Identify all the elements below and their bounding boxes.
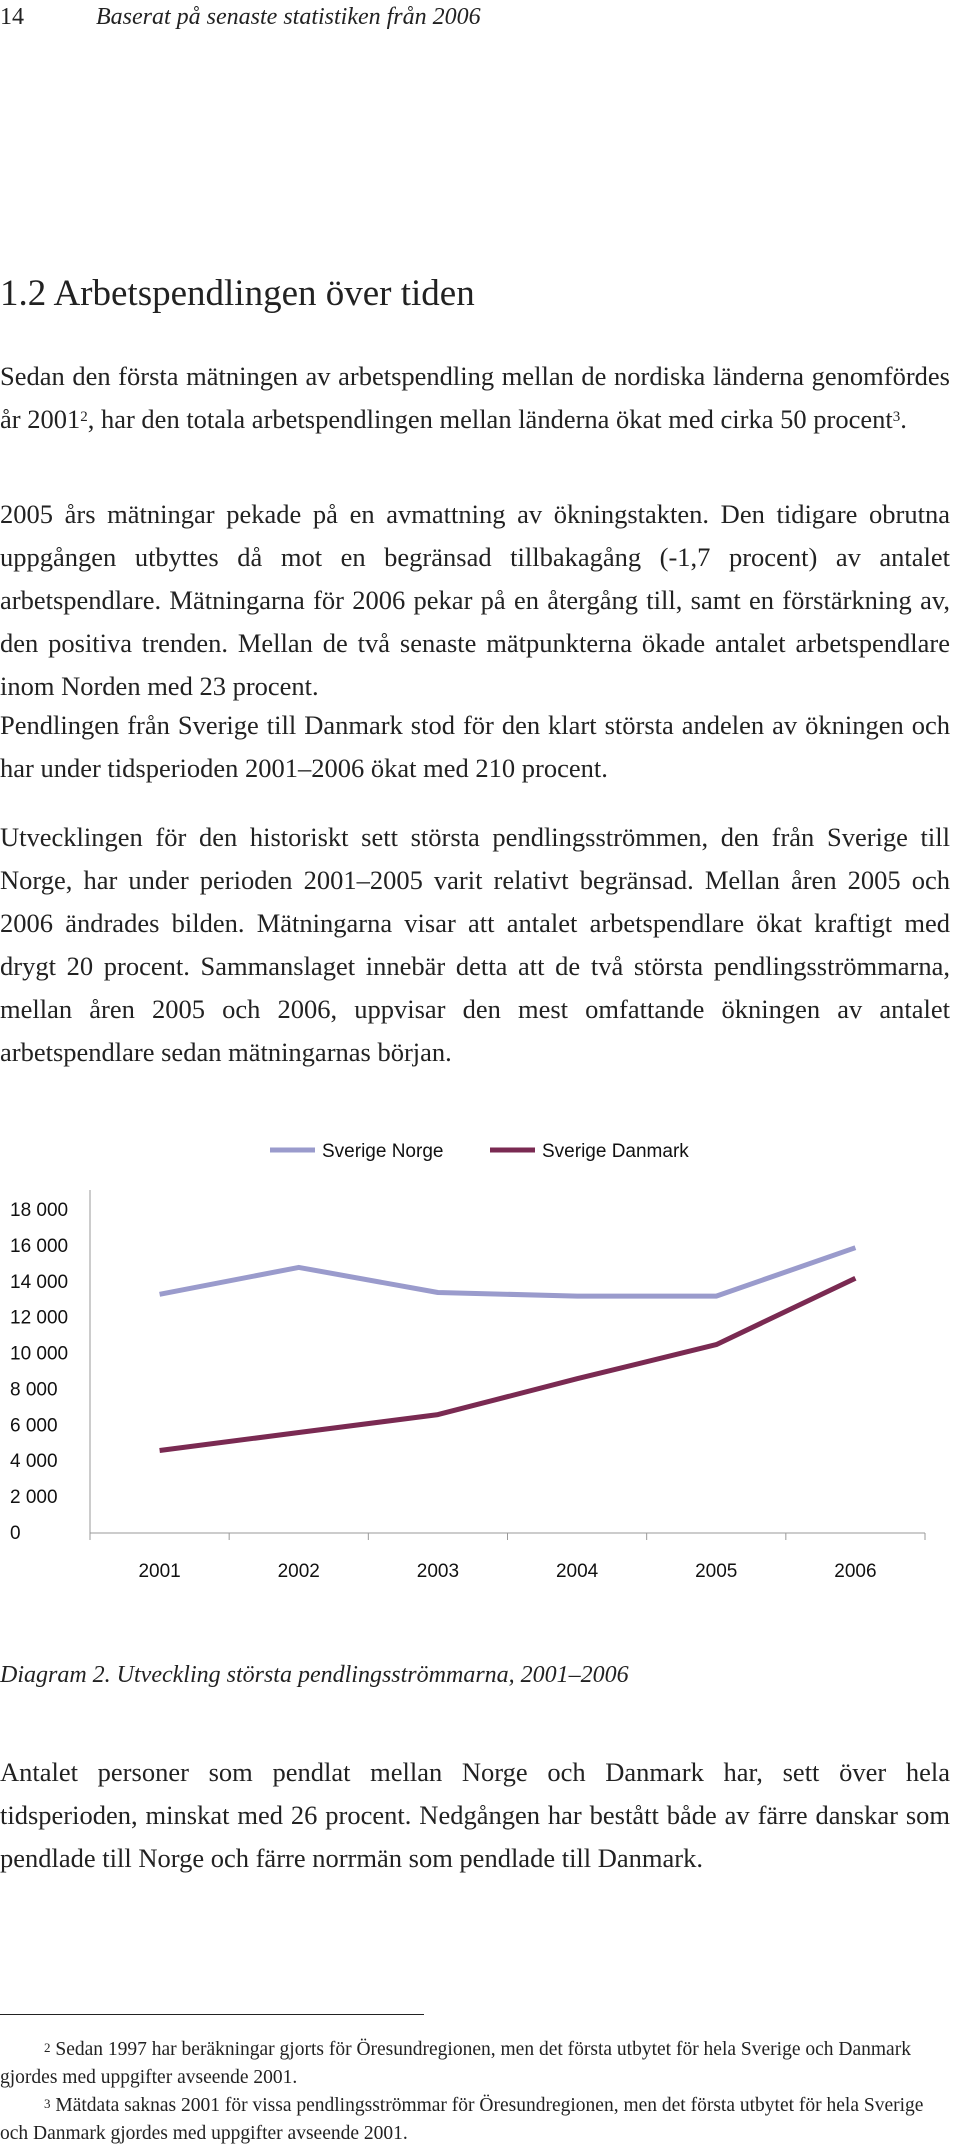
footnote-ref-3[interactable]: 3 <box>892 409 901 425</box>
series-line-2 <box>160 1278 856 1450</box>
footnote-3-text: Mätdata saknas 2001 för vissa pendlingsströmmar för Öresundregionen, men det första utbytet för hela Sverige och Danmark gjordes med uppgifter avseende 2001. <box>0 2095 924 2144</box>
paragraph-5: Antalet personer som pendlat mellan Norge och Danmark har, sett över hela tidsperioden, minskat med 26 procent. Nedgången har bestått både av färre danskar som pendlade till Norge och färre norrmän som pendlade till Danmark. <box>0 1757 950 1873</box>
paragraph-3: Pendlingen från Sverige till Danmark stod för den klart största andelen av ökningen och har under tidsperioden 2001–2006 ökat med 210 procent. <box>0 710 950 783</box>
y-tick-label: 0 <box>10 1523 21 1544</box>
y-tick-label: 10 000 <box>10 1343 69 1365</box>
chart-caption: Diagram 2. Utveckling största pendlingsströmmarna, 2001–2006 <box>0 1662 629 1688</box>
legend-label-1: Sverige Norge <box>322 1141 444 1162</box>
x-tick-label: 2005 <box>695 1561 738 1582</box>
footnote-2-text: Sedan 1997 har beräkningar gjorts för Öresundregionen, men det första utbytet för hela Sverige och Danmark gjordes med uppgifter avseende 2001. <box>0 2039 911 2088</box>
paragraph-1-text-c: . <box>900 404 907 434</box>
paragraph-1-text-a: Sedan den första mätningen av arbetspendling mellan de nordiska länderna genomfördes år 2001 <box>0 361 950 434</box>
x-tick-label: 2002 <box>277 1561 320 1582</box>
running-title: Baserat på senaste statistiken från 2006 <box>96 4 481 30</box>
footnote-divider <box>0 2014 424 2015</box>
line-chart <box>0 1120 960 1650</box>
y-tick-label: 18 000 <box>10 1200 69 1221</box>
footnote-3 <box>0 2092 950 2148</box>
page-number: 14 <box>0 4 24 30</box>
y-tick-label: 14 000 <box>10 1271 69 1293</box>
legend-label-2: Sverige Danmark <box>542 1141 689 1162</box>
x-tick-label: 2001 <box>138 1561 181 1582</box>
footnote-2 <box>0 2036 950 2092</box>
y-tick-label: 6 000 <box>10 1415 58 1437</box>
footnote-ref-2[interactable]: 2 <box>80 409 88 425</box>
y-tick-label: 16 000 <box>10 1235 69 1257</box>
x-tick-label: 2006 <box>834 1561 877 1582</box>
paragraph-2: 2005 års mätningar pekade på en avmattning av ökningstakten. Den tidigare obrutna uppgången utbyttes då mot en begränsad tillbakagång (-1,7 procent) av antalet arbetspendlare. Mätningarna för 2006 pekar på en återgång till, samt en förstärkning av, den positiva trenden. Mellan de två senaste mätpunkterna ökade antalet arbetspendlare inom Norden med 23 procent. <box>0 499 950 701</box>
x-tick-label: 2004 <box>555 1561 599 1582</box>
y-tick-label: 4 000 <box>10 1451 58 1473</box>
paragraph-1-text-b: , har den totala arbetspendlingen mellan länderna ökat med cirka 50 procent <box>87 404 893 434</box>
section-heading: 1.2 Arbetspendlingen över tiden <box>0 273 475 314</box>
y-tick-label: 8 000 <box>10 1379 58 1401</box>
footnote-3-mark: 3 <box>44 2096 51 2111</box>
y-tick-label: 2 000 <box>10 1487 58 1509</box>
paragraph-1 <box>0 355 950 441</box>
paragraph-4: Utvecklingen för den historiskt sett största pendlingsströmmen, den från Sverige till Norge, har under perioden 2001–2005 varit relativt begränsad. Mellan åren 2005 och 2006 ändrades bilden. Mätningarna visar att antalet arbetspendlare ökat kraftigt med drygt 20 procent. Sammanslaget innebär detta att de två största pendlingsströmmarna, mellan åren 2005 och 2006, uppvisar den mest omfattande ökningen av antalet arbetspendlare sedan mätningarnas början. <box>0 822 950 1067</box>
footnote-2-mark: 2 <box>44 2040 51 2055</box>
x-tick-label: 2003 <box>416 1561 460 1582</box>
y-tick-label: 12 000 <box>10 1307 69 1329</box>
series-line-1 <box>160 1248 856 1296</box>
